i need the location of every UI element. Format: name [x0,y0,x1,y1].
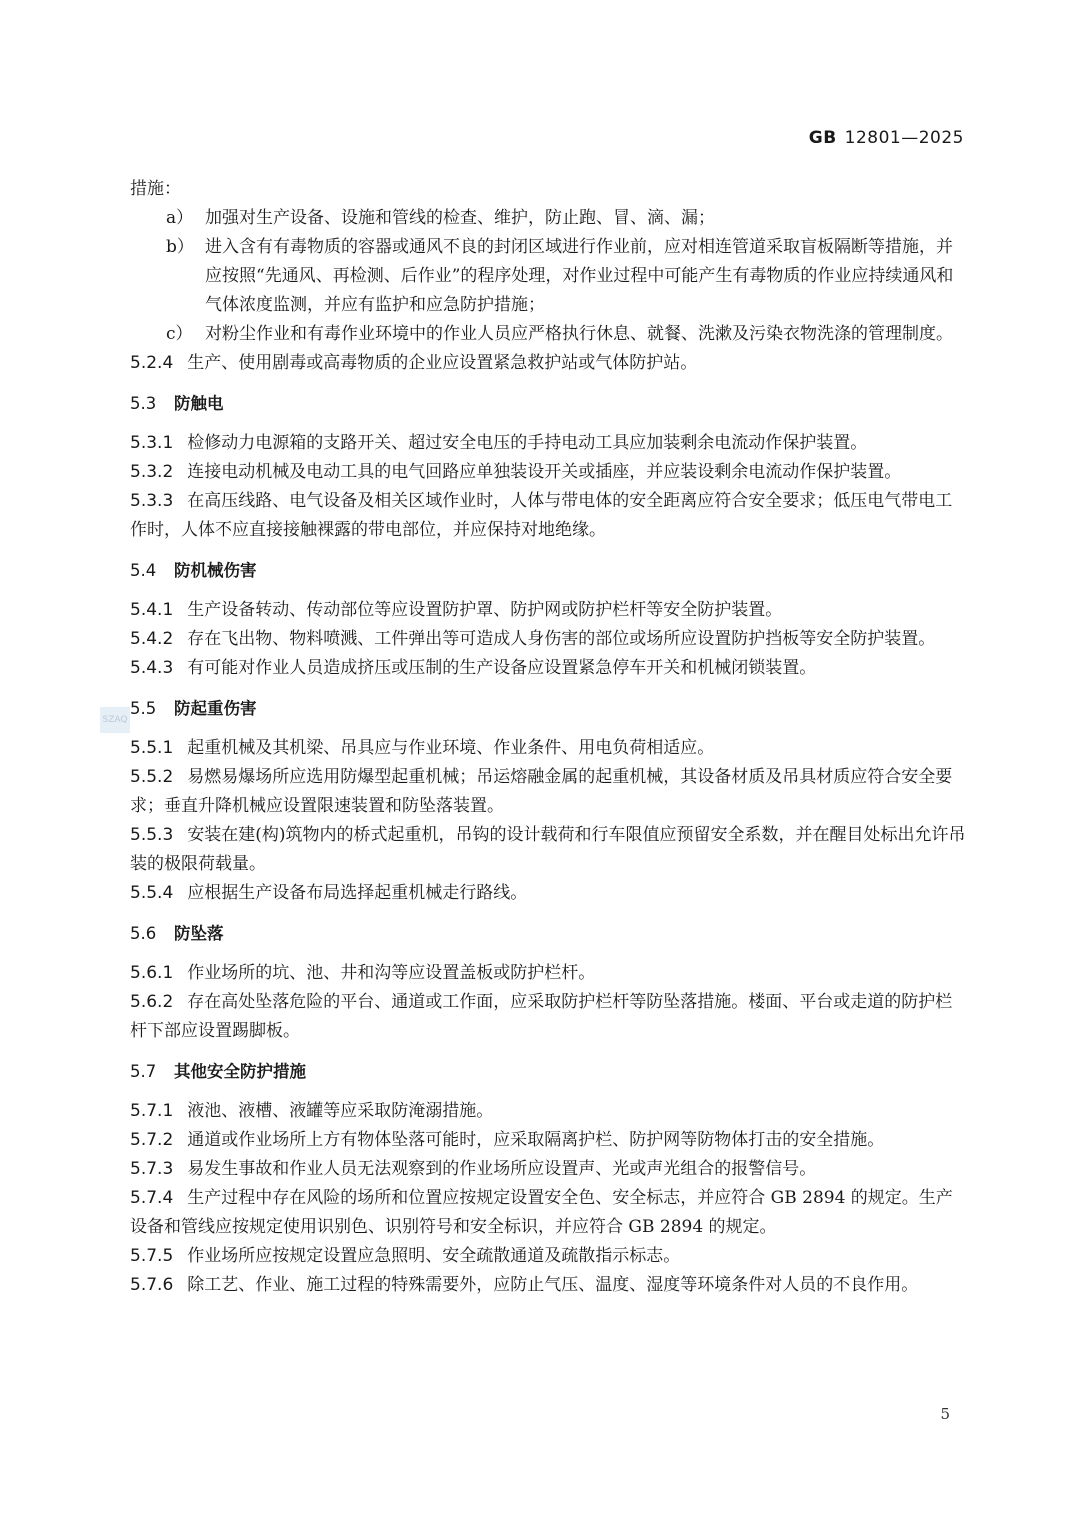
section-title: 防触电 [174,394,224,413]
clause-5-5-2 [130,763,966,821]
clause-number: 5.4.1 [130,600,174,620]
clause-text: 生产过程中存在风险的场所和位置应按规定设置安全色、安全标志，并应符合 GB 2894 的规定。生产设备和管线应按规定使用识别色、识别符号和安全标识，并应符合 GB 2894 的规定。 [130,1188,953,1237]
clause-5-2-4 [130,349,966,378]
section-heading-5-5 [130,694,966,723]
clause-5-3-1 [130,429,966,458]
clause-text: 生产设备转动、传动部位等应设置防护罩、防护网或防护栏杆等安全防护装置。 [187,600,783,620]
clause-number: 5.3.3 [130,491,174,511]
clause-5-4-1 [130,596,966,625]
section-heading-5-4 [130,556,966,585]
clause-text: 易发生事故和作业人员无法观察到的作业场所应设置声、光或声光组合的报警信号。 [187,1159,817,1179]
clause-text: 除工艺、作业、施工过程的特殊需要外，应防止气压、温度、湿度等环境条件对人员的不良作用。 [187,1275,919,1295]
clause-5-3-3 [130,487,966,545]
clause-text: 安装在建(构)筑物内的桥式起重机，吊钩的设计载荷和行车限值应预留安全系数，并在醒目处标出允许吊装的极限荷载量。 [130,825,966,874]
clause-text: 作业场所应按规定设置应急照明、安全疏散通道及疏散指示标志。 [187,1246,681,1266]
list-text: 对粉尘作业和有毒作业环境中的作业人员应严格执行休息、就餐、洗漱及污染衣物洗涤的管理制度。 [205,324,953,344]
clause-5-7-1 [130,1097,966,1126]
section-number: 5.4 [130,561,157,580]
standard-prefix: GB [808,128,837,148]
clause-number: 5.5.2 [130,767,174,787]
clause-5-4-3 [130,654,966,683]
clause-text: 作业场所的坑、池、井和沟等应设置盖板或防护栏杆。 [187,963,596,983]
clause-text: 通道或作业场所上方有物体坠落可能时，应采取隔离护栏、防护网等防物体打击的安全措施。 [187,1130,885,1150]
clause-number: 5.7.2 [130,1130,174,1150]
section-number: 5.3 [130,394,157,413]
section-number: 5.6 [130,924,157,943]
clause-number: 5.7.3 [130,1159,174,1179]
clause-number: 5.6.2 [130,992,174,1012]
clause-text: 存在高处坠落危险的平台、通道或工作面，应采取防护栏杆等防坠落措施。楼面、平台或走道的防护栏杆下部应设置踢脚板。 [130,992,953,1041]
clause-number: 5.3.1 [130,433,174,453]
clause-5-7-4 [130,1184,966,1242]
clause-number: 5.7.6 [130,1275,174,1295]
watermark-logo: SZAQ [100,707,130,733]
section-title: 防机械伤害 [174,561,257,580]
section-number: 5.7 [130,1062,157,1081]
section-heading-5-3 [130,389,966,418]
clause-5-5-3 [130,821,966,879]
clause-5-5-4 [130,879,966,908]
list-text: 加强对生产设备、设施和管线的检查、维护，防止跑、冒、滴、漏； [205,208,715,228]
clause-text: 在高压线路、电气设备及相关区域作业时，人体与带电体的安全距离应符合安全要求；低压电气带电工作时，人体不应直接接触裸露的带电部位，并应保持对地绝缘。 [130,491,953,540]
clause-text: 应根据生产设备布局选择起重机械走行路线。 [187,883,528,903]
section-title: 防坠落 [174,924,224,943]
clause-number: 5.6.1 [130,963,174,983]
clause-text: 液池、液槽、液罐等应采取防淹溺措施。 [187,1101,494,1121]
clause-number: 5.4.2 [130,629,174,649]
clause-5-4-2 [130,625,966,654]
clause-5-7-2 [130,1126,966,1155]
clause-5-7-3 [130,1155,966,1184]
list-item [130,233,966,320]
list-label: a） [166,208,194,228]
clause-text: 易燃易爆场所应选用防爆型起重机械；吊运熔融金属的起重机械，其设备材质及吊具材质应符合安全要求；垂直升降机械应设置限速装置和防坠落装置。 [130,767,953,816]
clause-5-6-1 [130,959,966,988]
clause-number: 5.3.2 [130,462,174,482]
clause-text: 有可能对作业人员造成挤压或压制的生产设备应设置紧急停车开关和机械闭锁装置。 [187,658,817,678]
list-item [130,320,966,349]
document-body [130,175,966,1300]
clause-text: 存在飞出物、物料喷溅、工件弹出等可造成人身伤害的部位或场所应设置防护挡板等安全防护装置。 [187,629,936,649]
section-heading-5-7 [130,1057,966,1086]
clause-number: 5.5.1 [130,738,174,758]
clause-number: 5.4.3 [130,658,174,678]
clause-number: 5.7.5 [130,1246,174,1266]
standard-number: 12801—2025 [844,128,964,148]
clause-text: 检修动力电源箱的支路开关、超过安全电压的手持电动工具应加装剩余电流动作保护装置。 [187,433,868,453]
intro-text: 措施： [130,179,181,199]
clause-5-7-5 [130,1242,966,1271]
list-label: b） [166,237,194,257]
clause-number: 5.7.4 [130,1188,174,1208]
section-title: 其他安全防护措施 [174,1062,306,1081]
list-item [130,204,966,233]
clause-5-7-6 [130,1271,966,1300]
clause-5-3-2 [130,458,966,487]
clause-5-6-2 [130,988,966,1046]
clause-text: 起重机械及其机梁、吊具应与作业环境、作业条件、用电负荷相适应。 [187,738,715,758]
clause-5-5-1 [130,734,966,763]
section-number: 5.5 [130,699,157,718]
clause-number: 5.5.3 [130,825,174,845]
clause-text: 连接电动机械及电动工具的电气回路应单独装设开关或插座，并应装设剩余电流动作保护装置。 [187,462,902,482]
page-number: 5 [940,1405,950,1423]
clause-number: 5.5.4 [130,883,174,903]
section-title: 防起重伤害 [174,699,257,718]
list-text: 进入含有有毒物质的容器或通风不良的封闭区域进行作业前，应对相连管道采取盲板隔断等措施，并应按照“先通风、再检测、后作业”的程序处理，对作业过程中可能产生有毒物质的作业应持续通风和气体浓度监测，并应有监护和应急防护措施； [205,237,954,315]
section-heading-5-6 [130,919,966,948]
standard-number-header [809,128,964,148]
clause-number: 5.7.1 [130,1101,174,1121]
clause-number: 5.2.4 [130,353,174,373]
list-label: c） [166,324,193,344]
clause-text: 生产、使用剧毒或高毒物质的企业应设置紧急救护站或气体防护站。 [187,353,698,373]
